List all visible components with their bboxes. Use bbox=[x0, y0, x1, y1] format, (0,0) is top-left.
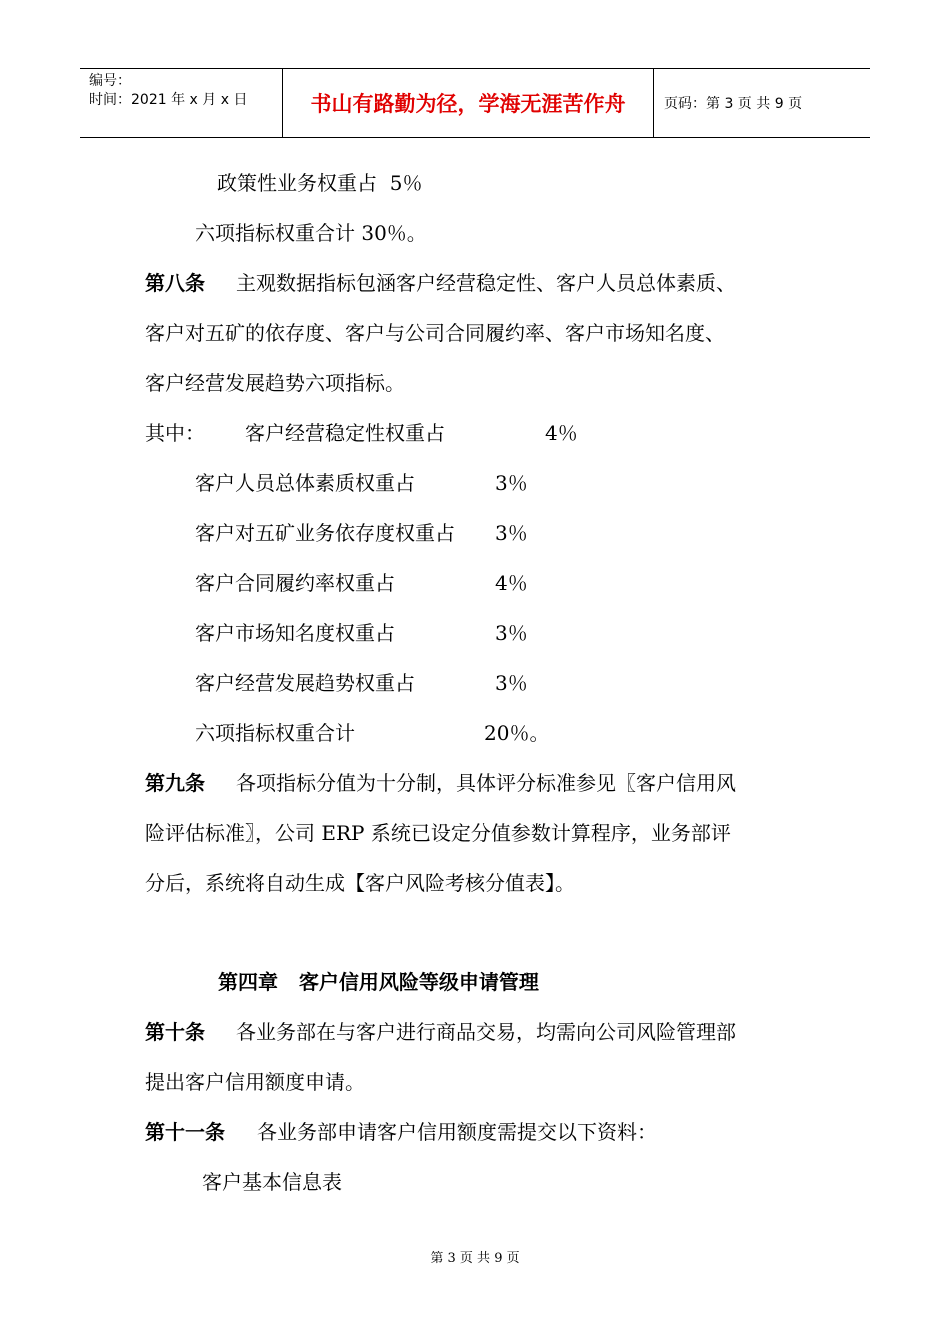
weight-name: 客户合同履约率权重占 bbox=[195, 571, 395, 595]
time-label: 时间：2021 年 x 月 x 日 bbox=[89, 92, 248, 108]
body-line: 六项指标权重合计 30％。 bbox=[195, 221, 427, 245]
weights-intro: 其中： bbox=[145, 421, 205, 445]
body-line: 客户经营发展趋势六项指标。 bbox=[145, 371, 405, 395]
body-line: 各项指标分值为十分制，具体评分标准参见〖客户信用风 bbox=[236, 771, 736, 795]
header-motto: 书山有路勤为径，学海无涯苦作舟 bbox=[283, 69, 654, 137]
header-page-number: 页码：第 3 页 共 9 页 bbox=[664, 96, 803, 112]
weight-name: 客户经营稳定性权重占 bbox=[245, 421, 445, 445]
weight-value: 4％ bbox=[495, 571, 528, 595]
header-meta bbox=[80, 69, 283, 137]
page-footer: 第 3 页 共 9 页 bbox=[430, 1251, 520, 1266]
body-line: 各业务部在与客户进行商品交易，均需向公司风险管理部 bbox=[236, 1020, 736, 1044]
weight-value: 3％ bbox=[495, 621, 528, 645]
weight-name: 客户市场知名度权重占 bbox=[195, 621, 395, 645]
list-item: 客户基本信息表 bbox=[202, 1170, 342, 1194]
body-line: 主观数据指标包涵客户经营稳定性、客户人员总体素质、 bbox=[236, 271, 736, 295]
body-line: 提出客户信用额度申请。 bbox=[145, 1070, 365, 1094]
number-label: 编号： bbox=[89, 73, 131, 89]
body-line: 各业务部申请客户信用额度需提交以下资料： bbox=[257, 1120, 657, 1144]
weight-name: 客户对五矿业务依存度权重占 bbox=[195, 521, 455, 545]
weight-total-name: 六项指标权重合计 bbox=[195, 721, 355, 745]
article-10-title: 第十条 bbox=[145, 1020, 205, 1044]
article-11-title: 第十一条 bbox=[145, 1120, 225, 1144]
weight-value: 3％ bbox=[495, 471, 528, 495]
body-line: 政策性业务权重占 5％ bbox=[217, 171, 423, 195]
weight-name: 客户经营发展趋势权重占 bbox=[195, 671, 415, 695]
weight-value: 4％ bbox=[545, 421, 578, 445]
article-9-title: 第九条 bbox=[145, 771, 205, 795]
body-line: 客户对五矿的依存度、客户与公司合同履约率、客户市场知名度、 bbox=[145, 321, 725, 345]
article-8-title: 第八条 bbox=[145, 271, 205, 295]
body-line: 险评估标准〗，公司 ERP 系统已设定分值参数计算程序，业务部评 bbox=[145, 821, 731, 845]
weight-value: 3％ bbox=[495, 521, 528, 545]
weight-name: 客户人员总体素质权重占 bbox=[195, 471, 415, 495]
page-header bbox=[80, 68, 870, 138]
body-line: 分后，系统将自动生成【客户风险考核分值表】。 bbox=[145, 871, 575, 895]
weight-total-value: 20％。 bbox=[484, 721, 550, 745]
weight-value: 3％ bbox=[495, 671, 528, 695]
chapter-heading: 第四章 客户信用风险等级申请管理 bbox=[218, 970, 539, 994]
